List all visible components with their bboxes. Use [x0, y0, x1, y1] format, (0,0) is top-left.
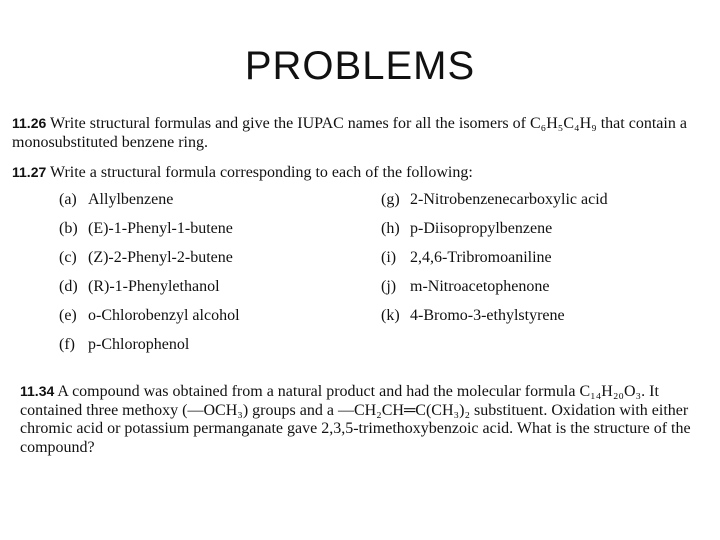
- item-name: m-Nitroacetophenone: [410, 278, 550, 295]
- item-letter: (k): [381, 307, 400, 324]
- list-item: [381, 278, 608, 307]
- item-name: (Z)-2-Phenyl-2-butene: [88, 249, 233, 266]
- list-item: [59, 191, 240, 220]
- problem-11-26: [12, 114, 708, 152]
- item-letter: (h): [381, 220, 400, 237]
- list-item: [59, 249, 240, 278]
- item-name: p-Diisopropylbenzene: [410, 220, 553, 237]
- problem-text: Write a structural formula corresponding to each of the following:: [49, 164, 473, 181]
- list-item: [59, 278, 240, 307]
- list-item: [381, 307, 608, 336]
- item-name: (E)-1-Phenyl-1-butene: [88, 220, 233, 237]
- item-letter: (c): [59, 249, 77, 266]
- item-letter: (i): [381, 249, 397, 266]
- problem-number: 11.34: [20, 383, 55, 399]
- item-letter: (d): [59, 278, 78, 295]
- item-name: 2,4,6-Tribromoaniline: [410, 249, 552, 266]
- item-name: (R)-1-Phenylethanol: [88, 278, 220, 295]
- list-item: [381, 220, 608, 249]
- problem-number: 11.26: [12, 115, 47, 131]
- item-name: Allylbenzene: [88, 191, 174, 208]
- list-item: [59, 336, 240, 365]
- list-item: [59, 220, 240, 249]
- item-letter: (e): [59, 307, 77, 324]
- list-item: [381, 249, 608, 278]
- item-letter: (b): [59, 220, 78, 237]
- problem-text: A compound was obtained from a natural product and had the molecular formula C₁₄H₂₀O₃. It contained three methoxy (—OCH₃) groups and a —CH₂CH═C(CH₃)₂ substituent. Oxidation with either chromic acid or potassium permanganate gave 2,3,5-trimethoxybenzoic acid. What is the structure of the compound?: [20, 383, 691, 456]
- item-name: 4-Bromo-3-ethylstyrene: [410, 307, 565, 324]
- item-name: 2-Nitrobenzenecarboxylic acid: [410, 191, 608, 208]
- item-list-left: [59, 191, 240, 365]
- item-list-right: [381, 191, 608, 336]
- item-name: o-Chlorobenzyl alcohol: [88, 307, 240, 324]
- item-letter: (j): [381, 278, 397, 295]
- item-letter: (a): [59, 191, 77, 208]
- problem-text: Write structural formulas and give the IUPAC names for all the isomers of C₆H₅C₄H₉ that contain a monosubstituted benzene ring.: [12, 115, 687, 151]
- list-item: [381, 191, 608, 220]
- item-name: p-Chlorophenol: [88, 336, 190, 353]
- problem-11-27: [12, 163, 708, 182]
- list-item: [59, 307, 240, 336]
- item-letter: (f): [59, 336, 75, 353]
- problem-number: 11.27: [12, 164, 47, 180]
- page-title: PROBLEMS: [244, 44, 476, 88]
- item-letter: (g): [381, 191, 400, 208]
- problem-11-34: [20, 382, 710, 457]
